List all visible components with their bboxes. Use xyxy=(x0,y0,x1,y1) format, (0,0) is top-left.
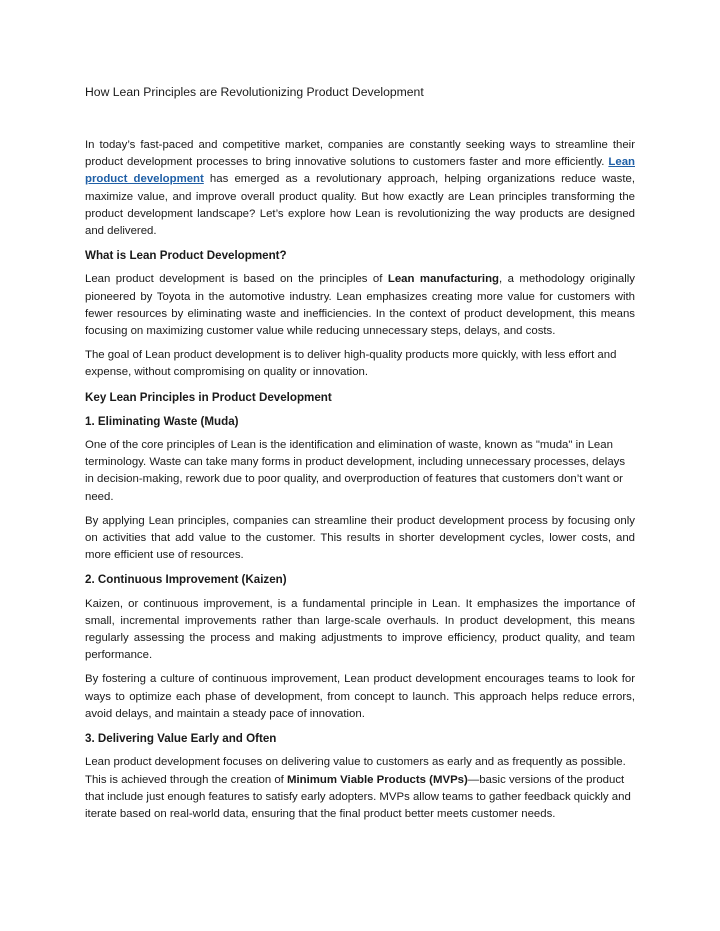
heading-what-is-lean: What is Lean Product Development? xyxy=(85,249,287,263)
heading-eliminating-waste: 1. Eliminating Waste (Muda) xyxy=(85,414,239,428)
heading-key-principles: Key Lean Principles in Product Development xyxy=(85,390,332,404)
kaizen-paragraph-1: Kaizen, or continuous improvement, is a fundamental principle in Lean. It emphasizes the importance of small, incremental improvements rather than large-scale overhauls. In product development, this means regularly assessing the process and making adjustments to improve efficiency, product quality, and team performance. xyxy=(85,597,635,662)
what-p1-bold: Lean manufacturing xyxy=(387,273,500,286)
what-p1-part1: Lean product development is based on the principles of xyxy=(85,273,388,286)
intro-paragraph xyxy=(85,137,635,240)
waste-paragraph-2: By applying Lean principles, companies can streamline their product development process by focusing only on activities that add value to the customer. This results in shorter development cycles, lower costs, and more efficient use of resources. xyxy=(85,514,635,562)
value-paragraph-1 xyxy=(85,754,635,823)
what-paragraph-1 xyxy=(85,271,635,340)
kaizen-paragraph-2: By fostering a culture of continuous improvement, Lean product development encourages teams to look for ways to optimize each phase of development, from concept to launch. This approach helps reduce errors, avoid delays, and maintain a steady pace of innovation. xyxy=(85,673,635,720)
what-p1-part2: , a methodology originally pioneered by Toyota in the automotive industry. Lean emphasizes creating more value for customers with fewer resources by eliminating waste and inefficiencies. In the context of product development, this means focusing on maximizing customer value while reducing unnecessary steps, delays, and costs. xyxy=(85,273,636,338)
value-p1-bold: Minimum Viable Products (MVPs) xyxy=(286,773,468,786)
heading-delivering-value: 3. Delivering Value Early and Often xyxy=(85,732,277,746)
document-page xyxy=(85,84,635,830)
waste-paragraph-1: One of the core principles of Lean is the identification and elimination of waste, known as "muda" in Lean terminology. Waste can take many forms in product development, including unnecessary processes, delays in decision-making, rework due to poor quality, and overproduction of features that customers don’t want or need. xyxy=(85,439,626,503)
lean-product-development-link[interactable]: Lean product development xyxy=(85,156,635,186)
value-p1-part2: —basic versions of the product that include just enough features to satisfy early adopters. MVPs allow teams to gather feedback quickly and iterate based on real-world data, ensuring that the final product better meets customer needs. xyxy=(85,773,631,820)
intro-text-part1: In today’s fast-paced and competitive market, companies are constantly seeking ways to streamline their product development processes to bring innovative solutions to customers faster and more efficiently. xyxy=(85,139,635,169)
what-paragraph-2: The goal of Lean product development is to deliver high-quality products more quickly, with less effort and expense, without compromising on quality or innovation. xyxy=(85,349,617,379)
document-title: How Lean Principles are Revolutionizing Product Development xyxy=(85,85,424,99)
intro-text-part2: has emerged as a revolutionary approach, helping organizations reduce waste, maximize value, and improve overall product quality. But how exactly are Lean principles transforming the product development landscape? Let’s explore how Lean is revolutionizing the way products are designed and delivered. xyxy=(85,173,635,238)
heading-continuous-improvement: 2. Continuous Improvement (Kaizen) xyxy=(85,573,287,587)
value-p1-part1: Lean product development focuses on delivering value to customers as early and as frequently as possible. This is achieved through the creation of xyxy=(85,756,626,786)
